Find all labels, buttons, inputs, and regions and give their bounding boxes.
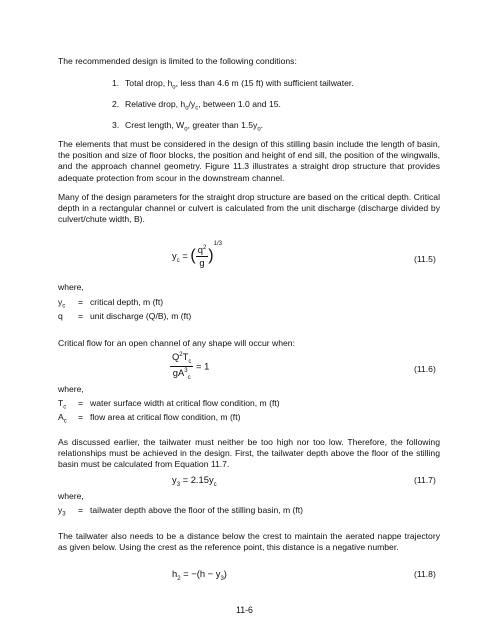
paragraph-crest-distance: The tailwater also needs to be a distance below the crest to maintain the aerated nappe trajectory as given below. Using the crest as the reference point, this distance is a negative number. (58, 531, 440, 553)
condition-item-1: 1. Total drop, $h_o$, less than 4.6 m (15 ft) with sufficient tailwater. (112, 78, 354, 91)
paragraph-tailwater: As discussed earlier, the tailwater must neither be too high nor too low. Therefore, the following relationships must be achieved in the design. First, the tailwater depth above the floor of the stilling basin must be calculated from Equation 11.7. (58, 437, 440, 470)
paragraph-critical-flow: Critical flow for an open channel of any shape will occur when: (58, 338, 295, 348)
equation-number-11-6: (11.6) (414, 364, 436, 374)
equation-number-11-7: (11.7) (414, 475, 436, 485)
paragraph-design-elements: The elements that must be considered in the design of this stilling basin include the length of basin, the position and size of floor blocks, the position and height of end sill, the position of the wingwalls, and the approach channel geometry. Figure 11.3 illustrates a straight drop structure that provides adequate protection from scour in the downstream channel. (58, 139, 440, 183)
equation-11-6: $\frac{Q^2T_c}{gA^3_c}$ = 1 (172, 351, 210, 381)
where-label-3: where, (58, 491, 84, 501)
equation-11-7: $y_3 = 2.15y_c$ (172, 474, 217, 488)
equation-11-8: $h_2 = -(h - y_3)$ (172, 568, 227, 582)
paragraph-critical-depth: Many of the design parameters for the straight drop structure are based on the critical depth. Critical depth in a rectangular channel or culvert is calculated from the unit discharge (discharge divided by culvert/chute width, B). (58, 192, 440, 225)
equation-number-11-5: (11.5) (414, 254, 436, 264)
intro-text: The recommended design is limited to the following conditions: (58, 56, 297, 66)
page-number: 11-6 (236, 605, 253, 615)
equation-number-11-8: (11.8) (414, 569, 436, 579)
where-label-2: where, (58, 384, 84, 394)
condition-item-3: 3. Crest length, $W_o$, greater than $1.5y_o$. (112, 120, 264, 133)
equation-11-5: $y_c$ = ( $\frac{q^2}{g}$ )$^{1/3}$ (172, 241, 222, 268)
condition-item-2: 2. Relative drop, $h_o/y_c$, between 1.0 and 15. (112, 99, 281, 112)
where-label-1: where, (58, 282, 84, 292)
